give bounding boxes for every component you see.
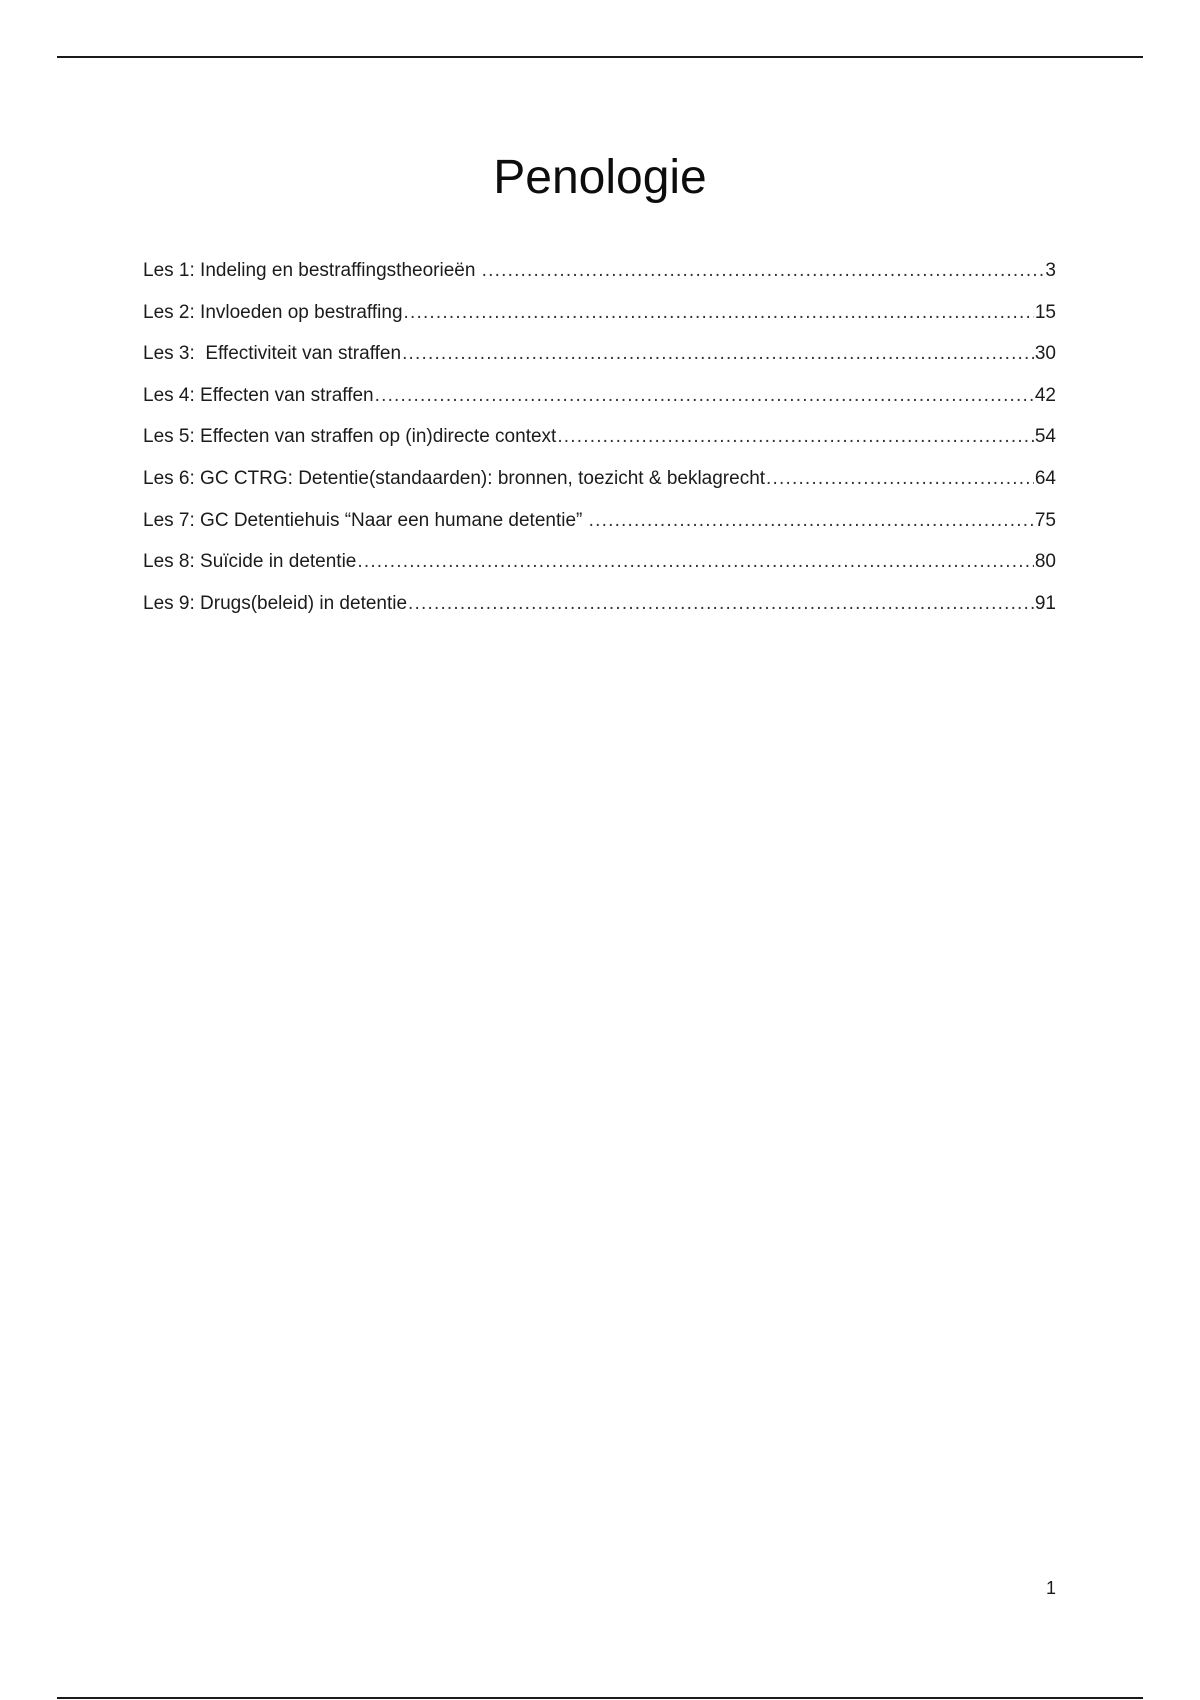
toc-entry-les-7[interactable]: [143, 508, 1056, 550]
table-of-contents: [143, 258, 1056, 632]
toc-dot-leader: [482, 258, 1045, 284]
toc-entry-les-5[interactable]: [143, 424, 1056, 466]
toc-entry-les-6[interactable]: [143, 466, 1056, 508]
toc-entry-page: 30: [1034, 343, 1056, 365]
toc-entry-label: Les 9: Drugs(beleid) in detentie: [143, 592, 408, 614]
header-rule: [57, 56, 1143, 58]
toc-entry-page: 91: [1034, 592, 1056, 614]
toc-entry-les-4[interactable]: [143, 383, 1056, 425]
toc-entry-les-2[interactable]: [143, 300, 1056, 342]
toc-dot-leader: [404, 300, 1034, 326]
toc-entry-label: Les 7: GC Detentiehuis “Naar een humane detentie”: [143, 509, 588, 531]
toc-entry-page: 15: [1034, 301, 1056, 323]
toc-dot-leader: [589, 508, 1034, 534]
toc-dot-leader: [375, 383, 1034, 409]
toc-entry-label: Les 1: Indeling en bestraffingstheorieën: [143, 260, 481, 281]
toc-entry-les-1[interactable]: [143, 258, 1056, 300]
page-number: 1: [1045, 1578, 1056, 1598]
toc-entry-page: 54: [1034, 426, 1056, 448]
toc-dot-leader: [766, 466, 1034, 492]
toc-entry-page: 75: [1034, 509, 1056, 531]
toc-entry-page: 80: [1034, 551, 1056, 573]
toc-entry-label: Les 5: Effecten van straffen op (in)directe context: [143, 426, 557, 448]
toc-entry-page: 3: [1045, 260, 1056, 281]
toc-entry-label: Les 2: Invloeden op bestraffing: [143, 301, 403, 323]
document-title: Penologie: [493, 151, 707, 204]
toc-dot-leader: [357, 549, 1033, 575]
toc-dot-leader: [402, 341, 1034, 367]
toc-entry-page: 64: [1034, 467, 1056, 489]
toc-entry-label: Les 6: GC CTRG: Detentie(standaarden): bronnen, toezicht & beklagrecht: [143, 467, 766, 489]
footer-rule: [57, 1697, 1143, 1699]
toc-entry-page: 42: [1034, 384, 1056, 406]
toc-entry-label: Les 3: Effectiviteit van straffen: [143, 343, 402, 365]
toc-entry-label: Les 4: Effecten van straffen: [143, 384, 374, 406]
toc-entry-les-9[interactable]: [143, 591, 1056, 633]
toc-entry-les-3[interactable]: [143, 341, 1056, 383]
toc-entry-label: Les 8: Suïcide in detentie: [143, 551, 357, 573]
toc-dot-leader: [557, 424, 1034, 450]
toc-dot-leader: [408, 591, 1034, 617]
toc-entry-les-8[interactable]: [143, 549, 1056, 591]
